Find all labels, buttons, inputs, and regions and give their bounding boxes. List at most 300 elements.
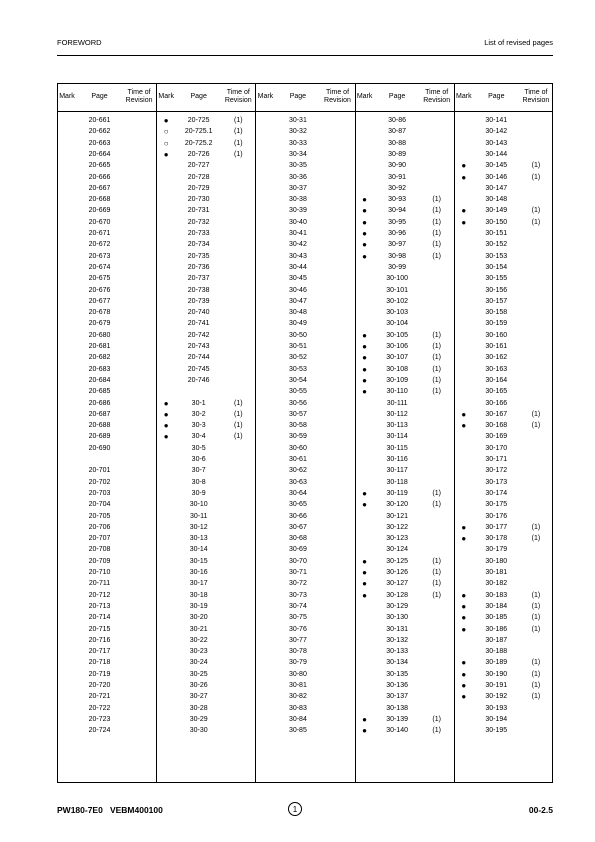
column-header-time-of-revision: Time of Revision: [224, 89, 252, 104]
revision-cell: (1): [432, 557, 441, 565]
page-number-cell: 30-61: [288, 456, 307, 463]
revision-cell: (1): [432, 580, 441, 588]
column-header-page: Page: [190, 93, 207, 100]
page-number-cell: 30-58: [288, 422, 307, 430]
filled-circle-icon: ●: [362, 488, 368, 498]
revision-cell: (1): [531, 625, 541, 633]
page-number-cell: 30-16: [189, 569, 208, 576]
page-number-cell: 30-186: [485, 625, 508, 633]
page-number-cell: 30-172: [485, 467, 508, 475]
page-number-cell: 20-728: [187, 173, 210, 181]
page-number-cell: 20-710: [88, 569, 111, 576]
page-number-cell: 30-180: [485, 557, 508, 565]
filled-circle-icon: ●: [461, 658, 467, 668]
page-number-cell: 30-169: [485, 433, 508, 441]
page-number-cell: 30-109: [386, 376, 408, 384]
page-number-cell: 30-43: [288, 252, 307, 260]
page-number-cell: 20-661: [88, 117, 111, 124]
filled-circle-icon: ●: [461, 601, 467, 611]
page-number-cell: 30-170: [485, 444, 508, 452]
page-number-cell: 30-171: [485, 456, 508, 463]
page-number-cell: 20-740: [187, 309, 210, 317]
page-number-cell: 30-13: [189, 535, 208, 543]
page-number-cell: 30-64: [288, 489, 307, 497]
filled-circle-icon: ●: [461, 409, 467, 419]
page-number-cell: 30-101: [386, 286, 408, 294]
section-name: FOREWORD: [57, 38, 102, 47]
page-number-cell: 30-147: [485, 184, 508, 192]
page-number-cell: 30-70: [288, 557, 307, 565]
page-number-cell: 30-153: [485, 252, 508, 260]
page-number-cell: 30-193: [485, 704, 508, 712]
page-number-cell: 30-24: [189, 659, 208, 667]
revision-cell: (1): [531, 422, 541, 430]
page-number-cell: 30-102: [386, 297, 408, 305]
column-header-mark: Mark: [456, 93, 472, 100]
filled-circle-icon: ●: [461, 692, 467, 702]
page-number-cell: 30-188: [485, 648, 508, 656]
page-number-cell: 20-670: [88, 218, 111, 226]
filled-circle-icon: ●: [461, 172, 467, 182]
page-number-cell: 30-80: [288, 670, 307, 678]
revision-cell: (1): [432, 365, 441, 373]
page-number-cell: 30-97: [388, 241, 407, 249]
revision-cell: (1): [432, 501, 441, 509]
page-number-cell: 30-73: [288, 591, 307, 599]
page-number-cell: 30-75: [288, 614, 307, 622]
page-number-cell: 20-702: [88, 478, 111, 486]
page-number-cell: 30-81: [288, 682, 307, 689]
revision-cell: (1): [531, 693, 541, 701]
revision-cell: (1): [234, 117, 243, 124]
page-number-cell: 30-45: [288, 275, 307, 283]
page-number-cell: 30-194: [485, 715, 508, 723]
filled-circle-icon: ●: [461, 590, 467, 600]
page-number-cell: 30-163: [485, 365, 508, 373]
page-number-cell: 30-12: [189, 523, 208, 531]
revision-cell: (1): [432, 241, 441, 249]
table-header-rule: [57, 111, 553, 112]
page-number-cell: 30-120: [386, 501, 408, 509]
page-number-cell: 30-88: [388, 139, 407, 147]
page-number-cell: 30-87: [388, 128, 407, 136]
page-number-cell: 20-725.1: [184, 128, 213, 136]
page-number-cell: 30-166: [485, 399, 508, 407]
page-number-cell: 30-136: [386, 682, 408, 689]
page-number-cell: 30-134: [386, 659, 408, 667]
column-header-page: Page: [91, 93, 108, 100]
page-number-cell: 30-69: [288, 546, 307, 554]
page-number-cell: 30-90: [388, 162, 407, 170]
page-number-cell: 30-159: [485, 320, 508, 328]
revision-circle: 1: [288, 802, 302, 816]
page-number-cell: 20-662: [88, 128, 111, 136]
page-number-cell: 30-17: [189, 580, 208, 588]
page-number-cell: 30-93: [388, 196, 407, 204]
page-number-cell: 20-671: [88, 230, 111, 237]
page-number-cell: 20-688: [88, 422, 111, 430]
page-number-cell: 30-157: [485, 297, 508, 305]
page-number-cell: 30-142: [485, 128, 508, 136]
page-number-cell: 20-735: [187, 252, 210, 260]
page-number-cell: 30-15: [189, 557, 208, 565]
page-number-cell: 30-154: [485, 263, 508, 271]
revision-cell: (1): [432, 252, 441, 260]
page-number-cell: 30-78: [288, 648, 307, 656]
page-number-cell: 20-734: [187, 241, 210, 249]
page-number-cell: 30-179: [485, 546, 508, 554]
revision-cell: (1): [531, 602, 541, 610]
page-number-cell: 30-3: [191, 422, 206, 430]
page-number-cell: 20-701: [88, 467, 111, 475]
revision-cell: (1): [432, 569, 441, 576]
filled-circle-icon: ●: [461, 161, 467, 171]
page-number-cell: 30-44: [288, 263, 307, 271]
revision-cell: (1): [234, 139, 243, 147]
page-number-cell: 30-32: [288, 128, 307, 136]
page-number-cell: 20-716: [88, 636, 111, 644]
page-number-cell: 30-133: [386, 648, 408, 656]
page-number-cell: 30-10: [189, 501, 208, 509]
page-number-cell: 30-19: [189, 602, 208, 610]
page-number-cell: 30-151: [485, 230, 508, 237]
page-number-cell: 30-56: [288, 399, 307, 407]
filled-circle-icon: ●: [362, 240, 368, 250]
column-header-page: Page: [289, 93, 307, 100]
column-group-divider: [255, 83, 256, 783]
filled-circle-icon: ●: [362, 726, 368, 736]
page-number-cell: 30-117: [386, 467, 408, 475]
page-number-cell: 20-663: [88, 139, 111, 147]
filled-circle-icon: ●: [163, 432, 169, 442]
page-number-cell: 30-68: [288, 535, 307, 543]
page-number-cell: 30-1: [191, 399, 206, 407]
page-number-cell: 30-27: [189, 693, 208, 701]
page-number-cell: 30-59: [288, 433, 307, 441]
revision-cell: (1): [531, 162, 541, 170]
page-number-cell: 30-140: [386, 727, 408, 735]
revision-cell: (1): [432, 331, 441, 339]
page-number-cell: 30-107: [386, 354, 408, 362]
page-number-cell: 30-139: [386, 715, 408, 723]
page-number-cell: 30-57: [288, 410, 307, 418]
page-number-cell: 30-76: [288, 625, 307, 633]
filled-circle-icon: ●: [163, 409, 169, 419]
filled-circle-icon: ●: [461, 624, 467, 634]
revision-cell: (1): [432, 388, 441, 396]
page-number-cell: 20-718: [88, 659, 111, 667]
page-number-cell: 20-725.2: [184, 139, 213, 147]
page-number-cell: 20-736: [187, 263, 210, 271]
page-number-cell: 30-51: [288, 343, 307, 350]
page-number-cell: 30-83: [288, 704, 307, 712]
revision-cell: (1): [432, 591, 441, 599]
page-number-cell: 30-23: [189, 648, 208, 656]
page-number-cell: 20-739: [187, 297, 210, 305]
page-number-cell: 20-667: [88, 184, 111, 192]
page-number-cell: 20-738: [187, 286, 210, 294]
page-number-cell: 30-195: [485, 727, 508, 735]
page-number-cell: 30-34: [288, 150, 307, 158]
revision-cell: (1): [234, 128, 243, 136]
column-header-mark: Mark: [257, 93, 274, 100]
revision-cell: (1): [531, 218, 541, 226]
page-number-cell: 30-89: [388, 150, 407, 158]
filled-circle-icon: ●: [461, 613, 467, 623]
page-number-cell: 30-184: [485, 602, 508, 610]
page-number-cell: 20-722: [88, 704, 111, 712]
page-number-cell: 30-125: [386, 557, 408, 565]
column-group-divider: [355, 83, 356, 783]
page-number-cell: 20-715: [88, 625, 111, 633]
page-number-cell: 20-725: [187, 117, 210, 124]
page-number-cell: 30-53: [288, 365, 307, 373]
page-number-cell: 20-723: [88, 715, 111, 723]
page-number-cell: 20-742: [187, 331, 210, 339]
page-number-cell: 30-79: [288, 659, 307, 667]
page-number-cell: 20-687: [88, 410, 111, 418]
page-number-cell: 30-146: [485, 173, 508, 181]
page-number-cell: 20-732: [187, 218, 210, 226]
page-number-cell: 30-118: [386, 478, 408, 486]
filled-circle-icon: ●: [362, 364, 368, 374]
page-number-cell: 30-66: [288, 512, 307, 520]
page-number-cell: 30-158: [485, 309, 508, 317]
page-number-cell: 20-724: [88, 727, 111, 735]
page-number-cell: 30-122: [386, 523, 408, 531]
page-number-cell: 30-96: [388, 230, 407, 237]
page-number-cell: 30-8: [191, 478, 206, 486]
page-number-cell: [77, 454, 122, 465]
page-number-cell: 30-100: [386, 275, 408, 283]
filled-circle-icon: ●: [362, 714, 368, 724]
page-number-cell: 20-733: [187, 230, 210, 237]
revision-cell: (1): [432, 230, 441, 237]
revision-cell: (1): [432, 376, 441, 384]
filled-circle-icon: ●: [461, 522, 467, 532]
filled-circle-icon: ●: [163, 149, 169, 159]
filled-circle-icon: ●: [362, 387, 368, 397]
revision-cell: (1): [234, 433, 243, 441]
page-number-cell: 30-99: [388, 263, 407, 271]
page-number-cell: 30-174: [485, 489, 508, 497]
filled-circle-icon: ●: [163, 398, 169, 408]
revision-cell: (1): [432, 354, 441, 362]
page-number-cell: 20-677: [88, 297, 111, 305]
filled-circle-icon: ●: [163, 116, 169, 125]
page-number-cell: 20-727: [187, 162, 210, 170]
filled-circle-icon: ●: [362, 229, 368, 238]
page-number-cell: 30-50: [288, 331, 307, 339]
page-number-cell: 20-706: [88, 523, 111, 531]
page-number-cell: 30-121: [386, 512, 408, 520]
page-number-cell: 30-112: [386, 410, 408, 418]
filled-circle-icon: ●: [362, 579, 368, 589]
revision-cell: (1): [531, 682, 541, 689]
page-number-cell: 30-178: [485, 535, 508, 543]
revision-cell: (1): [234, 422, 243, 430]
page-number-cell: 30-48: [288, 309, 307, 317]
page-number-cell: 30-30: [189, 727, 208, 735]
page-number-cell: 30-95: [388, 218, 407, 226]
column-header-page: Page: [488, 93, 505, 100]
page-number-cell: 30-55: [288, 388, 307, 396]
page-number-cell: 30-36: [288, 173, 307, 181]
page-number-cell: 30-175: [485, 501, 508, 509]
revision-cell: (1): [531, 173, 541, 181]
header-rule: [57, 55, 553, 56]
page-number-cell: 30-190: [485, 670, 508, 678]
page-number-cell: 20-714: [88, 614, 111, 622]
page-number-cell: 30-135: [386, 670, 408, 678]
page-number-cell: 20-741: [187, 320, 210, 328]
page-number-cell: 30-72: [288, 580, 307, 588]
page-number-cell: 20-665: [88, 162, 111, 170]
page-number-cell: 30-111: [386, 399, 408, 407]
page-number-cell: 20-664: [88, 150, 111, 158]
column-header-time-of-revision: Time of Revision: [125, 89, 153, 104]
page-number-cell: 30-65: [288, 501, 307, 509]
page-number-cell: 30-185: [485, 614, 508, 622]
revision-cell: (1): [432, 727, 441, 735]
page-number-cell: 20-708: [88, 546, 111, 554]
page-number-cell: 30-183: [485, 591, 508, 599]
revision-cell: (1): [234, 150, 243, 158]
page-number-cell: 20-704: [88, 501, 111, 509]
page-number-cell: 30-148: [485, 196, 508, 204]
page-number-cell: 30-124: [386, 546, 408, 554]
page-number-cell: 30-192: [485, 693, 508, 701]
page-number-cell: 30-145: [485, 162, 508, 170]
page-number-cell: 30-173: [485, 478, 508, 486]
page-number-cell: 30-62: [288, 467, 307, 475]
page-number-cell: 30-189: [485, 659, 508, 667]
column-header-time-of-revision: Time of Revision: [522, 89, 550, 104]
page-number-cell: 30-115: [386, 444, 408, 452]
filled-circle-icon: ●: [461, 206, 467, 216]
revision-cell: (1): [531, 410, 541, 418]
page-number-cell: 20-743: [187, 343, 210, 350]
column-header-time-of-revision: Time of Revision: [324, 89, 351, 104]
revision-cell: (1): [531, 614, 541, 622]
page-number-cell: 30-85: [288, 727, 307, 735]
page-number: 00-2.5: [528, 805, 553, 815]
column-header-page: Page: [388, 93, 406, 100]
page-number-cell: 30-103: [386, 309, 408, 317]
page-number-cell: 30-31: [288, 117, 307, 124]
filled-circle-icon: ●: [163, 421, 169, 431]
page-number-cell: 30-28: [189, 704, 208, 712]
page-number-cell: 30-156: [485, 286, 508, 294]
revision-cell: (1): [531, 535, 541, 543]
revision-cell: (1): [531, 591, 541, 599]
page-number-cell: 30-54: [288, 376, 307, 384]
page-number-cell: 30-92: [388, 184, 407, 192]
revision-cell: (1): [531, 670, 541, 678]
page-number-cell: 30-26: [189, 682, 208, 689]
page-number-cell: 20-680: [88, 331, 111, 339]
column-header-time-of-revision: Time of Revision: [423, 89, 451, 104]
page-number-cell: 30-5: [191, 444, 206, 452]
model-number: PW180-7E0: [57, 805, 103, 815]
page-number-cell: 20-676: [88, 286, 111, 294]
page-number-cell: 20-712: [88, 591, 111, 599]
page-number-cell: 30-187: [485, 636, 508, 644]
page-number-cell: 30-40: [288, 218, 307, 226]
revision-cell: (1): [432, 489, 441, 497]
page-number-cell: 30-60: [288, 444, 307, 452]
page-number-cell: 30-22: [189, 636, 208, 644]
revision-cell: (1): [531, 523, 541, 531]
page-number-cell: 30-138: [386, 704, 408, 712]
page-number-cell: 30-162: [485, 354, 508, 362]
page-number-cell: 20-679: [88, 320, 111, 328]
page-number-cell: 30-39: [288, 207, 307, 215]
page-number-cell: 20-726: [187, 150, 210, 158]
page-number-cell: 20-673: [88, 252, 111, 260]
footer-doc-id: [57, 805, 163, 815]
page-number-cell: 30-20: [189, 614, 208, 622]
page-number-cell: 30-168: [485, 422, 508, 430]
page-number-cell: 30-35: [288, 162, 307, 170]
page-number-cell: 30-132: [386, 636, 408, 644]
page-number-cell: 30-42: [288, 241, 307, 249]
page-number-cell: 30-2: [191, 410, 206, 418]
page-number-cell: 30-105: [386, 331, 408, 339]
page-number-cell: 30-82: [288, 693, 307, 701]
filled-circle-icon: ●: [362, 500, 368, 510]
page-number-cell: 30-137: [386, 693, 408, 701]
page-number-cell: 20-689: [88, 433, 111, 441]
page-number-cell: 20-705: [88, 512, 111, 520]
page-number-cell: 30-164: [485, 376, 508, 384]
filled-circle-icon: ●: [362, 251, 368, 261]
filled-circle-icon: ●: [362, 206, 368, 216]
filled-circle-icon: ●: [461, 681, 467, 690]
revision-cell: (1): [432, 715, 441, 723]
page-number-cell: 30-144: [485, 150, 508, 158]
filled-circle-icon: ●: [461, 421, 467, 431]
page-number-cell: 20-674: [88, 263, 111, 271]
page-number-cell: 30-25: [189, 670, 208, 678]
page-number-cell: 30-9: [191, 489, 206, 497]
page-number-cell: 20-717: [88, 648, 111, 656]
page-number-cell: 30-29: [189, 715, 208, 723]
page-number-cell: 20-703: [88, 489, 111, 497]
revision-cell: (1): [234, 410, 243, 418]
page-number-cell: 30-123: [386, 535, 408, 543]
page-number-cell: 20-683: [88, 365, 111, 373]
page-number-cell: 20-672: [88, 241, 111, 249]
page-number-cell: 20-730: [187, 196, 210, 204]
open-circle-icon: ○: [163, 138, 169, 148]
page-number-cell: 30-160: [485, 331, 508, 339]
page-number-cell: 20-685: [88, 388, 111, 396]
page-number-cell: 30-191: [485, 682, 508, 689]
page-number-cell: 30-130: [386, 614, 408, 622]
page-number-cell: 30-47: [288, 297, 307, 305]
page-number-cell: 30-182: [485, 580, 508, 588]
page-number-cell: 20-666: [88, 173, 111, 181]
filled-circle-icon: ●: [362, 375, 368, 385]
page-number-cell: 30-108: [386, 365, 408, 373]
page-number-cell: 30-104: [386, 320, 408, 328]
revision-cell: (1): [432, 207, 441, 215]
revision-cell: (1): [432, 218, 441, 226]
page-number-cell: 20-690: [88, 444, 111, 452]
page-number-cell: 20-721: [88, 693, 111, 701]
revision-cell: (1): [531, 207, 541, 215]
